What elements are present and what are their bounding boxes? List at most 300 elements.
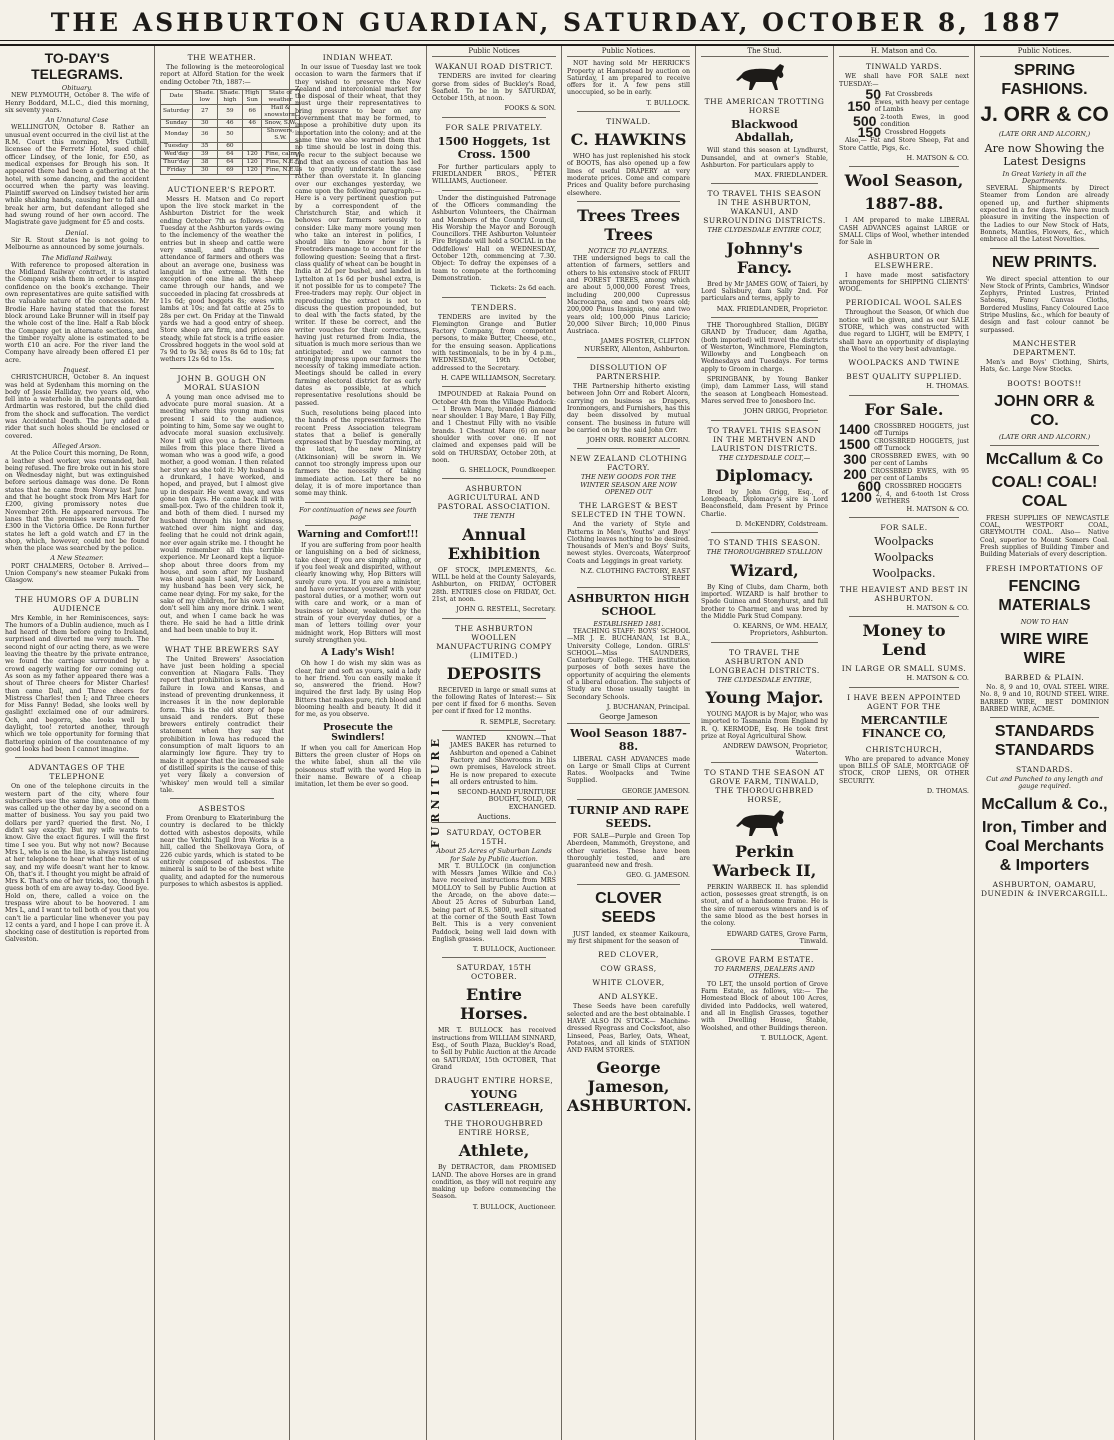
- column-the-stud: [696, 46, 834, 1440]
- display-heading: George Jameson, ASHBURTON.: [567, 1058, 692, 1116]
- signature: FOOKS & SON.: [504, 104, 556, 113]
- seed-line: RED CLOVER,: [598, 950, 659, 960]
- divider: [577, 201, 680, 202]
- divider: [442, 957, 546, 958]
- stock-description: CROSSBRED HOGGETS: [885, 482, 962, 490]
- notice-heading: TENDERS.: [471, 302, 517, 312]
- article-heading: WHAT THE BREWERS SAY: [164, 644, 280, 654]
- notice-heading: GROVE FARM ESTATE.: [715, 955, 814, 965]
- notice-heading: TO STAND THIS SEASON.: [708, 538, 821, 548]
- notice-heading: STANDARDS.: [1015, 765, 1074, 775]
- notice-heading: ASHBURTON, OAMARU, DUNEDIN & INVERCARGILL.: [980, 879, 1109, 898]
- paragraph: I AM prepared to make LIBERAL CASH ADVANCES against LARGE or SMALL Clips of Wool, whether intended for Sale in: [839, 217, 969, 247]
- paragraph: By DETRACTOR, dam PROMISED LAND. The above Horses are in grand condition, as they will not require any making up before commencing the Season.: [432, 1164, 556, 1201]
- weather-cell: 46: [217, 119, 242, 127]
- divider: [442, 190, 546, 191]
- paragraph: And the variety of Style and Patterns in Men's, Youths' and Boys' Clothing leaves nothing to be desired. Thousands of Men's and Boys' Suits, newest styles. Overcoats, Waterproof Coats and Leggings in great variety.: [567, 521, 690, 565]
- subhead: A New Steamer.: [50, 554, 104, 563]
- stock-line: [839, 491, 969, 505]
- divider: [577, 357, 680, 358]
- notice-heading: TO STAND THE SEASON AT GROVE FARM, TINWALD, THE THOROUGHBRED HORSE,: [704, 767, 825, 804]
- signature: GEORGE JAMESON.: [622, 786, 690, 795]
- notice-heading: WOOLPACKS AND TWINE: [848, 358, 960, 368]
- signature: EDWARD GATES, Grove Farm, Tinwald.: [726, 929, 828, 945]
- divider: [849, 687, 959, 688]
- weather-cell: Fine, N.E.: [262, 166, 299, 174]
- stock-description: 2-tooth Ewes, in good condition: [880, 114, 969, 129]
- subhead: (LATE ORR AND ALCORN.): [998, 432, 1091, 441]
- notice-heading: TINWALD YARDS.: [865, 62, 943, 72]
- divider: [711, 532, 818, 533]
- divider: [577, 884, 680, 885]
- paragraph: The following is the meteorological report at Alford Station for the week ending October 7th, 1887:—: [160, 64, 284, 86]
- stock-quantity: 1200: [840, 489, 872, 506]
- notice-heading: I HAVE BEEN APPOINTED AGENT FOR THE: [847, 692, 961, 711]
- divider: [577, 587, 680, 588]
- telegrams-heading: TO-DAY'S TELEGRAMS.: [31, 50, 123, 82]
- notice-display: [567, 592, 690, 618]
- paragraph: IMPOUNDED at Rakaia Pound on October 4th from the Village Paddock:— 1 Brown Mare, branded diamond near shoulder. 1 Bay Mare, 1 Bay Filly, and 1 Chestnut Filly with no visible brands. 1 Chestnut Mare (6) on near shoulder with cover one. If not claimed and expenses paid will be sold on THURSDAY, October 20th, at noon.: [432, 391, 556, 464]
- column-orr-mccallum: [975, 46, 1114, 1440]
- signature: R. SEMPLE, Secretary.: [480, 717, 556, 726]
- signature: JAMES FOSTER, CLIFTON NURSERY, Allenton, Ashburton.: [584, 337, 690, 353]
- signature: H. THOMAS.: [926, 382, 969, 391]
- stock-quantity: 150: [847, 97, 871, 114]
- paragraph: NEW PLYMOUTH, October 8. The wife of Henry Boddard, M.L.C., died this morning, six seventy years.: [5, 92, 149, 114]
- signature: JOHN G. RESTELL, Secretary.: [456, 605, 556, 614]
- divider: [849, 517, 959, 518]
- paragraph: TENDERS are invited by the Flemington Grange and Butler Factory Company, from competent persons, to make Butter, Cheese, etc., for the ensuing season. Applications with testimonials, to be in by 4 p.m., WEDNESDAY, 19th October, addressed to the Secretary.: [432, 313, 556, 372]
- weather-row: [161, 127, 300, 142]
- column-header: Public Notices.: [567, 48, 690, 57]
- article-heading: THE HUMORS OF A DUBLIN AUDIENCE: [14, 594, 140, 613]
- divider: [170, 639, 274, 640]
- display-heading: Perkin Warbeck II,: [712, 841, 817, 880]
- signature: D. THOMAS.: [926, 786, 969, 795]
- divider: [577, 111, 680, 112]
- display-heading: 1887-88.: [864, 194, 944, 214]
- subhead: THE CLYDESDALE ENTIRE,: [717, 675, 812, 684]
- display-heading: Athlete,: [458, 1141, 530, 1161]
- weather-cell: Fine, calm: [262, 150, 299, 158]
- paragraph: No. 8, 9 and 10, OVAL STEEL WIRE. No. 8, 9 and 10, ROUND STEEL WIRE. BARBED WIRE, BEST DOMINION BARBED WIRE, ACME.: [980, 683, 1109, 713]
- masthead: [0, 0, 1114, 46]
- display-heading: Iron, Timber and Coal Merchants & Importers: [981, 818, 1108, 874]
- notice-display-text: Wool Season 1887-88.: [570, 726, 687, 753]
- display-heading: STANDARDS STANDARDS: [994, 723, 1095, 760]
- paragraph: Will stand this season at Lyndhurst, Dunsandel, and at owner's Stable, Ashburton. For particulars apply to: [701, 147, 828, 169]
- paragraph: If you are suffering from poor health or languishing on a bed of sickness, take cheer, if you are simply ailing, or if you feel weak and dispirited, without clearly knowing why, Hop Bitters will surely cure you. If you are a minister, and have overtaxed yourself with your pastoral duties, or a mother, worn out with care and work, or a man of business or labour, weakened by the strain of your everyday duties, or a man of letters toiling over your midnight work, Hop Bitters will most surely strengthen you.: [295, 542, 421, 644]
- woolpacks-line: Woolpacks: [874, 551, 934, 565]
- notice-display: [567, 727, 690, 753]
- weather-cell: 35: [192, 142, 217, 150]
- article-heading: Warning and Comfort!!!: [297, 530, 419, 541]
- divider: [170, 798, 274, 799]
- divider: [305, 525, 411, 526]
- divider: [15, 757, 139, 758]
- paragraph: The United Brewers' Association have just been holding a special convention at Niagara Falls. They report that prohibition is worse than a failure in Iowa and Kansas, and instead of preventing drunkenness, it increases it in the now deplorable form. This is the old story of hope unsaid and renders. But these brewers entirely contradict their statement when they say that prohibition in Iowa has reduced the consumption of malt liquors to an alarmingly low figure. They try to make it appear that the increased sale of distilled spirits is the cause of this; yet very likely a conversion of 'whiskey' men would tell a similar tale.: [160, 655, 284, 794]
- stock-description: CROSSBRED HOGGETS, just off Turnock: [874, 437, 969, 452]
- signature: H. MATSON & CO.: [906, 674, 969, 683]
- display-heading: Money to Lend: [862, 621, 946, 660]
- display-heading: NEW PRINTS.: [992, 253, 1097, 271]
- column-weather-auctioneer: [155, 46, 297, 1440]
- seed-line: COW GRASS,: [600, 964, 657, 974]
- subhead: About 25 Acres of Suburban Lands for Sale by Public Auction.: [436, 847, 552, 863]
- display-heading: Johnny's Fancy.: [726, 238, 803, 277]
- paragraph: WELLINGTON, October 8. Rather an unusual event occurred in the civil list at the R.M. Court this morning. Mrs Cutbill, licensee of the Ferrets' Hotel, sued chief officer Lindsey, of the Ionic, for £50, as medical expenses for Brough his son. It appeared there had been a gathering at the hotel, with some dancing, and the accident occurred when the party was leaving. Plaintiff swerved on Lindsey twisted her arm while shaking hands, causing her to fall and break her arm, but defendant alleged she had swung round of her own accord. The Magistrate gave judgment for £5 and costs.: [5, 124, 149, 227]
- display-heading: DEPOSITS: [446, 663, 542, 683]
- paragraph: If when you call for American Hop Bitters the green cluster of Hops on the white label, shun all the vile poisonous stuff with the word Hop in their name. Beware of a cheap imitation, let them be ever so good.: [295, 744, 421, 789]
- seed-line: AND ALSYKE.: [598, 992, 659, 1002]
- stock-description: CROSSBRED HOGGETS, just off Turnips: [874, 422, 969, 437]
- paragraph: On one of the telephone circuits in the western part of the city, where four subscribers use the same line, one of them was called up the other day by a second on a matter of business. You say you paid two dollars per yard? queried the first. No, I didn't say exactly. But my wife wants to know. Give the exact figures. I will the first time I see you. But why not now? Because Mrs L, who is on the line, is always listening at her telephone to hear what the rest of us say, and my wife doesn't want her to know. Oh, that's it. I thought you might be afraid of Mrs K. That's one of her tricks, too, though I guess both of em are away to-day. Good bye. Hold on, there, called a voice on the trespass wire about to be hoovered. I am Mrs L, and I want to tell both of you that you can't lie a particular line whenever you pay 12 cents a yard, and I hope I can prove it. A shocking case of destitution is reported from Galveston.: [5, 783, 149, 944]
- divider: [711, 420, 818, 421]
- paragraph: THE Thoroughbred Stallion, DIGBY GRAND by Traducer, dam Agatha, (both imported) will travel the districts of Westerton, Winchmore, Flemington, Willowby and Longbeach on Wednesdays and Tuesdays. For terms apply to Groom in charge.: [701, 321, 828, 373]
- column-matson: [834, 46, 975, 1440]
- weather-header-cell: High Sun: [243, 89, 262, 104]
- subhead: In Great Variety in all the Departments.: [1002, 169, 1087, 185]
- paragraph: For further particulars apply to FRIEDLANDER BROS., PETER WILLIAMS, Auctioneer.: [432, 163, 556, 186]
- vertical-label: FURNITURE: [429, 735, 442, 849]
- weather-cell: 30: [192, 119, 217, 127]
- paragraph: Such, resolutions being placed into the hands of the representatives. The recent Press Association telegram states that a belief is generally expressed that by Tuesday morning, at the latest, the new Ministry (Atkinsonian) will be sworn in. We cannot too strongly impress upon our farmers the necessity of taking immediate action. Let there be no delay, it is of more importance than some may think.: [295, 409, 421, 498]
- notice-display-text: Blackwood Abdallah,: [731, 118, 798, 145]
- signature: ANDREW DAWSON, Proprietor, Waterton.: [722, 742, 828, 758]
- subhead: The Midland Railway.: [41, 253, 113, 262]
- display-heading: Wool Season,: [844, 171, 964, 191]
- display-heading: WIRE WIRE WIRE: [1000, 630, 1089, 667]
- notice-heading: TO TRAVEL THIS SEASON IN THE ASHBURTON, WAKANUI, AND SURROUNDING DISTRICTS.: [703, 189, 826, 226]
- paragraph: WHO has just replenished his stock of BOOTS, has also opened up a few lines of useful DRAPERY at very moderate prices. Come and compare Prices and Quality before purchasing elsewhere.: [567, 153, 690, 197]
- subhead: THE TENTH: [473, 512, 515, 521]
- weather-cell: Saturday: [161, 104, 193, 119]
- paragraph: Bred by Mr JAMES GOW, of Taieri, by Lord Salisbury, dam Sally 2nd. For particulars and terms, apply to: [701, 280, 828, 303]
- subhead: THE NEW GOODS FOR THE WINTER SEASON ARE NOW OPENED OUT: [580, 473, 677, 496]
- paragraph: OF STOCK, IMPLEMENTS, &c. WILL be held at the County Saleyards, Ashburton, on FRIDAY, OCTOBER 28th. ENTRIES close on FRIDAY, Oct. 21st, at noon.: [432, 566, 556, 603]
- divider: [711, 317, 818, 318]
- paragraph: Who are prepared to advance Money upon BILLS OF SALE, MORTGAGE OF STOCK, CROP LIENS, OR OTHER SECURITY.: [839, 755, 969, 785]
- weather-cell: 36: [192, 127, 217, 142]
- subhead: NOW TO HAN: [1020, 617, 1069, 626]
- paragraph: WE shall have FOR SALE next TUESDAY:—: [839, 73, 969, 88]
- weather-cell: Fine, N.E.: [262, 158, 299, 166]
- masthead-rule: [0, 40, 1114, 41]
- weather-cell: Friday: [161, 166, 193, 174]
- paragraph: JUST landed, ex steamer Kaikoura, my first shipment for the season of: [567, 930, 690, 946]
- signature: G. SHELLOCK, Poundkeeper.: [459, 466, 556, 475]
- paragraph: In our issue of Tuesday last we took occasion to warn the farmers that if they wished to preserve the New Zealand and intercolonial market for the disposal of their wheat, that they must urge their representatives to bring pressure to bear on any Government that may be formed, to impose a prohibitive duty upon its importation into the colony; and at the same time we also warned them that no time should be lost in doing this. We recur to the subject because we find that an excess of caution has led us to greatly understate the case rather than overstate it. In glancing over our exchanges yesterday, we came upon the following paragraph:— Here is a very pertinent question put by a correspondent of the Christchurch Star, and which it behoves our farmers seriously to consider: Like many more young men who take an interest in politics, I should like to know how it is Freetraders manage to account for the following question: Seeing that a first-class quality of wheat can be bought in India at 2d per bushel, and landed in Lyttelton at 1s 6d per bushel extra, is it not possible for us to compete? The Free-traders may reply. Our object in reproducing the extract is not to discuss the question propounded, but to deal with the facts stated, by the writer. If these be correct, and the writer vouches for their correctness, having just returned from India, the situation is much more serious than we anticipated; and we cannot too strongly impress upon our farmers the necessity of taking immediate action. Meetings should be called in every farming electoral district for as early dates as possible, at which representative resolutions should be passed.: [295, 64, 421, 407]
- weather-row: [161, 142, 300, 150]
- weather-row: [161, 158, 300, 166]
- display-heading: Annual Exhibition: [447, 524, 541, 563]
- masthead-title: THE ASHBURTON GUARDIAN, SATURDAY, OCTOBER 8, 1887: [50, 7, 1064, 37]
- paragraph: PORT CHALMERS, October 8. Arrived—Union Company's new steamer Pukaki from Glasgow.: [5, 562, 149, 585]
- display-heading: JOHN ORR & CO.: [994, 392, 1095, 429]
- divider: [305, 502, 411, 503]
- subhead: NOTICE TO PLANTERS.: [588, 246, 669, 255]
- divider: [442, 478, 546, 479]
- paragraph: Sir R. Stout states he is not going to Melbourne as announced by some journals.: [5, 236, 149, 252]
- notice-heading: TO TRAVEL THIS SEASON IN THE METHVEN AND LAURISTON DISTRICTS.: [707, 425, 822, 453]
- woolpacks-line: Woolpacks: [874, 535, 934, 549]
- notice-display-text: ASHBURTON HIGH SCHOOL: [567, 591, 690, 618]
- subhead: An Unnatural Case: [45, 116, 109, 125]
- stock-description: Fat Crossbreds: [885, 91, 933, 99]
- display-heading: Entire Horses.: [460, 985, 528, 1024]
- column-public-notices-1: [427, 46, 562, 1440]
- weather-cell: 64: [217, 158, 242, 166]
- weather-row: [161, 104, 300, 119]
- weather-cell: Showers, S.W.: [262, 127, 299, 142]
- paragraph: These Seeds have been carefully selected and are the best obtainable. I HAVE ALSO IN STOCK— Machine-dressed Ryegrass and Cocksfoot, also Linseed, Peas, Barley, Oats, Wheat, Potatoes, and all kinds of STATION AND FARM STORES.: [567, 1003, 690, 1055]
- column-header: Public Notices: [432, 48, 556, 57]
- divider: [442, 386, 546, 387]
- weather-heading: THE WEATHER.: [187, 53, 257, 62]
- paragraph: TO LET, the unsold portion of Grove Farm Estate, as follows, viz:— The Homestead Block of about 100 Acres, divided into Paddocks, well watered, and all in English Grasses, together with Dwelling House, Stable, Woolshed, and other Buildings thereon.: [701, 980, 828, 1032]
- paragraph: THE undersigned begs to call the attention of farmers, settlers and others to his extensive stock of FRUIT and FOREST TREES, among which are about 5,000,000 Forest Trees, including 200,000 Cupressus Macrocarpa, one and two years old; 200,000 Pinus Insignis, one and two years old; 100,000 Pinus Laricio; 20,000 Silver Birch; 10,000 Pinus Austriaca.: [567, 255, 690, 336]
- subhead: THE CLYDESDALE ENTIRE COLT,: [707, 226, 822, 235]
- display-heading: Young Major.: [705, 687, 824, 707]
- notice-display-text: TURNIP AND RAPE SEEDS.: [568, 804, 689, 830]
- display-heading: C. HAWKINS: [570, 130, 687, 150]
- stock-line: [839, 124, 969, 141]
- weather-cell: Wed'day: [161, 150, 193, 158]
- notice-heading: THE LARGEST & BEST SELECTED IN THE TOWN.: [571, 501, 686, 520]
- weather-row: [161, 166, 300, 174]
- notice-heading: MANCHESTER DEPARTMENT.: [1012, 338, 1077, 357]
- section-header: George Jameson: [567, 714, 690, 723]
- signature: GEO. G. JAMESON.: [626, 871, 690, 880]
- notice-display: [701, 118, 828, 144]
- signature: O. KEARNS, Or WM. HEALY, Proprietors, Ashburton.: [733, 622, 828, 638]
- column-header: The Stud.: [701, 48, 828, 57]
- column-header: Public Notices.: [980, 48, 1109, 57]
- signature: H. MATSON & CO.: [906, 154, 969, 163]
- notice-heading: BOOTS! BOOTS!!: [1007, 378, 1082, 388]
- stock-quantity: 50: [865, 85, 881, 102]
- paragraph: PERKIN WARBECK II. has splendid action, possesses great strength, is on stout, and of a handsome frame. He is the sire of numerous winners and is of the same blood as the best horses in the colony.: [701, 883, 828, 928]
- divider: [15, 589, 139, 590]
- signature: SECOND-HAND FURNITURE BOUGHT, SOLD, OR EXCHANGED.: [457, 788, 556, 811]
- notice-display: [432, 1088, 556, 1114]
- article-heading: ASBESTOS: [198, 804, 246, 814]
- notice-heading: SATURDAY, 15TH OCTOBER.: [456, 963, 532, 982]
- stock-quantity: 600: [857, 477, 881, 494]
- weather-cell: 120: [243, 166, 262, 174]
- weather-cell: 27: [192, 104, 217, 119]
- paragraph: TENDERS are invited for clearing gorse from sides of Buckley's Road, Seafield. To be in by SATURDAY, October 15th, at noon.: [432, 73, 556, 103]
- stock-description: 2, 4, and 6-tooth 1st Cross WETHERS: [875, 490, 969, 505]
- notice-heading: DRAUGHT ENTIRE HORSE,: [434, 1076, 554, 1086]
- notice-heading: ASHBURTON OR ELSEWHERE.: [867, 251, 941, 270]
- paragraph: MR T. BULLOCK has received instructions from WILLIAM SINNARD, Esq., of South Plaza, Buckley's Road, to Sell by Public Auction at the Arcade on SATURDAY, 15th OCTOBER, That Grand: [432, 1027, 556, 1071]
- paragraph: SEVERAL Shipments by Direct Steamer from London are already opened up, and further shipments expected in a few days. We have much pleasure in inviting the inspection of the Ladies to our New Stock of Hats, Bonnets, Mantles, Flowers, &c., which embrace all the Latest Novelties.: [980, 185, 1109, 244]
- weather-table: [160, 89, 300, 175]
- paragraph: Bred by John Grigg, Esq., of Longbeach, Diplomacy's sire is Lord Beaconsfield, dam Present by Prince Charlie.: [701, 488, 828, 518]
- signature: JOHN GRIGG, Proprietor.: [744, 407, 828, 416]
- notice-display-text: MERCANTILE FINANCE CO,: [860, 713, 948, 740]
- notice-heading: WAKANUI ROAD DISTRICT.: [434, 62, 554, 72]
- article-heading: AUCTIONEER'S REPORT.: [167, 184, 277, 194]
- column-header: H. Matson and Co.: [839, 48, 969, 57]
- signature: T. BULLOCK, Auctioneer.: [472, 945, 556, 954]
- woolpacks-line: Woolpacks.: [872, 567, 936, 581]
- subhead: Inquest.: [63, 365, 91, 374]
- article-heading: A Lady's Wish!: [321, 648, 395, 659]
- subhead: THE CLYDESDALE COLT,—: [718, 453, 811, 462]
- display-heading: FENCING MATERIALS: [998, 577, 1091, 614]
- paragraph: Oh how I do wish my skin was as clear, fair and soft as yours, said a lady to her friend. You can easily make it so, answered the friend. How? inquired the first lady. By using Hop Bitters that makes pure, rich blood and blooming health and beauty. It did it for me, as you observe.: [295, 660, 421, 719]
- weather-cell: Monday: [161, 127, 193, 142]
- stock-description: CROSSBRED EWES, with 90 per cent of Lambs: [870, 452, 969, 467]
- paragraph: A young man once advised me to advocate pure moral suasion. At a meeting where this young man was present I said to the audience, pointing to him, Some say we ought to advocate moral suasion exclusively. Now I will give you a fact. Thirteen miles from this place there lived a woman who was a good wife, a good mother, a good woman. I then related her story as she told it: My husband is a drunkard, I have worked, and hoped, and prayed, but I almost give up in despair. He went away, and was gone ten days. He came back ill with small-pox. Two of the children took it, and both of them died. I nursed my husband through his long sickness, watched over him night and day, feeling that he could not drink again, nor ever again strike me. I thought he would remember all this terrible experience. Mr Leonard kept a liquor-shop about three doors from my house, and soon after my husband was about again I said, Mr Leonard, my husband has been very sick, he came near dying. For my sake, for the sake of my children, for his own sake, don't sell him any more drink. I went out, and when I came back he was there. He said he had a little drink and had been unable to buy it.: [160, 393, 284, 635]
- notice-display: [432, 135, 556, 161]
- weather-cell: 39: [192, 150, 217, 158]
- divider: [711, 642, 818, 643]
- notice-heading: FOR SALE PRIVATELY.: [445, 122, 543, 132]
- notice-display-text: YOUNG CASTLEREAGH,: [444, 1088, 544, 1115]
- signature: H. MATSON & CO.: [906, 504, 969, 513]
- signature: T. BULLOCK, Auctioneer.: [472, 1202, 556, 1211]
- paragraph: YOUNG MAJOR is by Major, who was imported to Tasmania from England by R. Q. KERMODE, Esq. He took first prize at Royal Agricultural Show.: [701, 710, 828, 740]
- display-heading: For Sale.: [864, 399, 944, 419]
- paragraph: Under the distinguished Patronage of the Officers commanding the Ashburton Volunteers, the Chairman and Members of the County Council, His Worship the Mayor and Borough Councillors. THE Ashburton Volunteer Fire Brigade will hold a SOCIAL in the Oddfellows' Hall on WEDNESDAY, October 12th, commencing at 7.30. Object: To defray the expenses of a team to compete at the forthcoming Demonstration.: [432, 194, 556, 282]
- signature: JOHN ORR. ROBERT ALCORN.: [586, 436, 690, 445]
- divider: [849, 395, 959, 396]
- paragraph: TEACHING STAFF: BOYS' SCHOOL—MR J. E. BUCHANAN, 1st B.A., University College, London. GIRLS' SCHOOL—Miss SAUNDERS, Canterbury College. THE institution purposes of both sexes have the opportunity of acquiring the elements of a liberal education. The subjects of Study are those usually taught in Secondary Schools.: [567, 627, 690, 701]
- stock-quantity: 1400: [839, 420, 871, 437]
- display-heading: Trees Trees Trees: [577, 205, 680, 244]
- divider: [849, 616, 959, 617]
- article-heading: JOHN B. GOUGH ON MORAL SUASION: [177, 373, 267, 392]
- notice-heading: DISSOLUTION OF PARTNERSHIP.: [589, 363, 668, 382]
- continuation-note: For continuation of news see fourth page: [299, 505, 417, 521]
- display-heading: Wizard,: [730, 560, 799, 580]
- weather-row: [161, 119, 300, 127]
- paragraph: Men's and Boys' Clothing, Shirts, Hats, &c. Large New Stocks.: [980, 358, 1109, 374]
- signature: MAX. FRIEDLANDER, Proprietor.: [716, 304, 828, 313]
- subhead: Obituary.: [61, 84, 93, 92]
- subhead: THE THOROUGHBRED STALLION: [706, 548, 823, 557]
- subhead: Cut and Punched to any length and gauge required.: [986, 775, 1103, 791]
- divider: [849, 166, 959, 167]
- stock-line: [839, 435, 969, 452]
- weather-cell: Snow, S.W.: [262, 119, 299, 127]
- paragraph: I have made most satisfactory arrangements for SHIPPING CLIENTS' WOOL.: [839, 271, 969, 294]
- notice-heading: NEW ZEALAND CLOTHING FACTORY.: [569, 454, 688, 473]
- paragraph: Mrs Kemble, in her Reminiscences, says: The humors of a Dublin audience, much as I had heard of them before going to Ireland, surprised and diverted me very much. The second night of our acting there, as we were leaving the theatre by the private entrance, we found the carriage surrounded by a crowd eagerly waiting for our coming out. As soon as my father appeared there was a shout of Three cheers for Mister Charles! then came Dall, and Three cheers for Mistress Charles! then I; and Three cheers for Miss Fanny! Bedad, she looks well by gaslight! exclaimed one of our admirers. Och, and begorra, she looks well by daylight, too! retorted another, through which we tole opportunity for forming that flattering opinion of the countenance of my good looks had been I cannot imagine.: [5, 614, 149, 753]
- stock-line: [839, 420, 969, 437]
- notice-display: [567, 804, 690, 830]
- divider: [990, 248, 1099, 249]
- paragraph: LIBERAL CASH ADVANCES made on Large or Small Clips at Current Rates. Woolpacks and Twine Supplied.: [567, 755, 690, 785]
- paragraph: THE Partnership hitherto existing between John Orr and Robert Alcorn, carrying on business as Drapers, Ironmongers, and Furnishers, has this day been dissolved by mutual consent. The business in future will be carried on by the said John Orr.: [567, 383, 690, 434]
- paragraph: Also,— Fat and Store Sheep, Fat and Store Cattle, Pigs, &c.: [839, 137, 969, 152]
- horse-illustration: [734, 806, 796, 838]
- paragraph: FOR SALE—Purple and Green Top Aberdeen, Mammoth, Greystone, and other varieties. These have been thoroughly tested, and are guaranteed new and fresh.: [567, 833, 690, 870]
- stock-quantity: 200: [843, 465, 867, 482]
- signature: T. BULLOCK, Agent.: [760, 1033, 828, 1042]
- divider: [442, 730, 546, 731]
- weather-cell: 30: [192, 166, 217, 174]
- divider: [990, 445, 1099, 446]
- seed-line: WHITE CLOVER,: [592, 978, 665, 988]
- weather-cell: 50: [217, 127, 242, 142]
- column-indian-wheat: [290, 46, 427, 1440]
- weather-cell: [243, 142, 262, 150]
- horse-illustration: [734, 60, 796, 92]
- notice-display: [839, 714, 969, 740]
- notice-heading: PERIODICAL WOOL SALES: [845, 298, 963, 308]
- weather-cell: Hail & snowstorm: [262, 104, 299, 119]
- paragraph: We direct special attention to our New Stock of Prints, Cambrics, Windsor Zephyrs, Printed Lustres, Printed Sateens, Fancy Canvas Cloths, Bordered Muslins, Fancy Coloured Lace Stripe Muslins, &c., which for beauty of design and fast colour cannot be surpassed.: [980, 275, 1109, 334]
- weather-header-cell: Shade. low: [192, 89, 217, 104]
- weather-cell: 64: [217, 150, 242, 158]
- stock-quantity: 500: [853, 112, 877, 129]
- display-heading: SPRING FASHIONS.: [1001, 62, 1088, 99]
- subhead: ESTABLISHED 1881.: [593, 619, 664, 628]
- stock-line: [839, 99, 969, 113]
- notice-heading: FRESH IMPORTATIONS OF: [985, 563, 1104, 573]
- signature: H. CAPE WILLIAMSON, Secretary.: [440, 373, 556, 382]
- paragraph: Throughout the Season, Of which due notice will be given, and as our SALE STORE, which was constructed with due regard to LIGHT, will be EMPTY, I shall have an opportunity of displaying the Wool to the very best advantage.: [839, 309, 969, 353]
- notice-display: Are now Showing the Latest Designs: [984, 141, 1105, 168]
- notice-heading: TINWALD.: [606, 117, 651, 127]
- signature: J. BUCHANAN, Principal.: [606, 702, 690, 711]
- paragraph: At the Police Court this morning, De Ronn, a leather shed worker, was remanded, bail being refused. The fire broke out in his store on Wednesday night, but was extinguished before serious damage was done. De Ronn states that he came from Norway last June and that he bought stock from Mrs Hart for £200, giving promissory notes due November 26th. He appeared nervous. The lanes that the premises were insured for £300 in the Victoria Office. De Ronn further states he left a gold watch and £7 in the shop, which, however, could not be found when the place was searched by the police.: [5, 450, 149, 553]
- article-heading: INDIAN WHEAT.: [322, 53, 394, 62]
- paragraph: With reference to proposed alteration in the Midland Railway contract, it is stated the Company wish them in order to inspire confidence on the book's exchange. Their own representatives are quite satisfied with the valuable nature of the concession. Mr Brodie Hare having stated that the forest block around Lake Brunner will in itself pay the whole cost of the line. Half a Rab block the Company get in alternate sections, and the timber royalty alone is estimated to be worth £10 an acre. For the river land the Company have already been offered £1 per acre.: [5, 261, 149, 364]
- divider: [711, 949, 818, 950]
- weather-cell: 38: [192, 158, 217, 166]
- weather-header-row: [161, 89, 300, 104]
- notice-heading: THE HEAVIEST AND BEST IN ASHBURTON.: [839, 585, 969, 604]
- weather-cell: Tuesday: [161, 142, 193, 150]
- display-heading: McCallum & Co.,: [981, 795, 1108, 813]
- weather-header-cell: State of weather: [262, 89, 299, 104]
- weather-cell: 69: [217, 166, 242, 174]
- stock-description: CROSSBRED EWES, with 95 per cent of Lambs: [870, 467, 969, 482]
- section-header: Auctions.: [432, 814, 556, 823]
- stock-quantity: 300: [843, 450, 867, 467]
- article-heading: ADVANTAGES OF THE TELEPHONE: [28, 763, 126, 782]
- display-heading: Diplomacy.: [715, 465, 814, 485]
- divider: [442, 297, 546, 298]
- signature: D. McKENDRY, Coldstream.: [735, 520, 828, 529]
- notice-heading: THE AMERICAN TROTTING HORSE: [704, 97, 825, 116]
- divider: [711, 762, 818, 763]
- notice-heading: FOR SALE.: [880, 523, 928, 533]
- signature: Tickets: 2s 6d each.: [490, 284, 556, 293]
- signature: N.Z. CLOTHING FACTORY, EAST STREET: [580, 567, 690, 583]
- notice-display-text: 1500 Hoggets, 1st Cross. 1500: [437, 134, 551, 161]
- divider: [170, 368, 274, 369]
- weather-row: [161, 150, 300, 158]
- paragraph: MR T. BULLOCK (in conjunction with Messrs James Wilkie and Co.) have received instructions from MRS MOLLOY to Sell by Public Auction at the Arcade, on the above date:— About 25 Acres of Suburban Land, being part of R.S. 5800, well situated at the corner of the South East Town Belt. This is a very convenient Paddock, being well laid down with English grasses.: [432, 862, 556, 943]
- columns: [0, 46, 1114, 1440]
- column-telegrams: [0, 46, 155, 1440]
- signature: H. MATSON & CO.: [906, 604, 969, 613]
- stock-line: [839, 450, 969, 467]
- weather-cell: [243, 127, 262, 142]
- signature: MAX. FRIEDLANDER.: [754, 171, 828, 180]
- divider: [442, 618, 546, 619]
- stock-description: Ewes, with heavy per centage of Lambs: [874, 99, 969, 114]
- subhead: Denial.: [65, 228, 89, 237]
- paragraph: SPRINGBANK, by Young Banker (imp), dam Lammer Lass, will stand the season at Longbeach Homestead. Mares served free to Jonesboro Inc.: [701, 376, 828, 405]
- paragraph: Messrs H. Matson and Co report upon the live stock market in the Ashburton District for the week ending October 7th as follows:— On Tuesday at the Ashburton yards owing to the inclemency of the weather the entries but in sheep and cattle were very small, and although the attendance of farmers and others was about an average one, business was languid in the extreme. With the exception of one line all the sheep came through our hands, and we succeeded in placing fat crossbreds at 11s 6d; good hoggets 8s; ewes with lambs at 10s; and fat cattle at 25s to 28s per cwt. On Friday at the Tinwald yards we had a good entry of sheep. Store sheep are firm, and prices are steady, while fat stock is a trifle easier. Crossbred hoggets in the wool sold at 7s 9d to 9s 3d; ewes 8s 6d to 10s; fat wethers 12s 6d to 15s.: [160, 195, 284, 364]
